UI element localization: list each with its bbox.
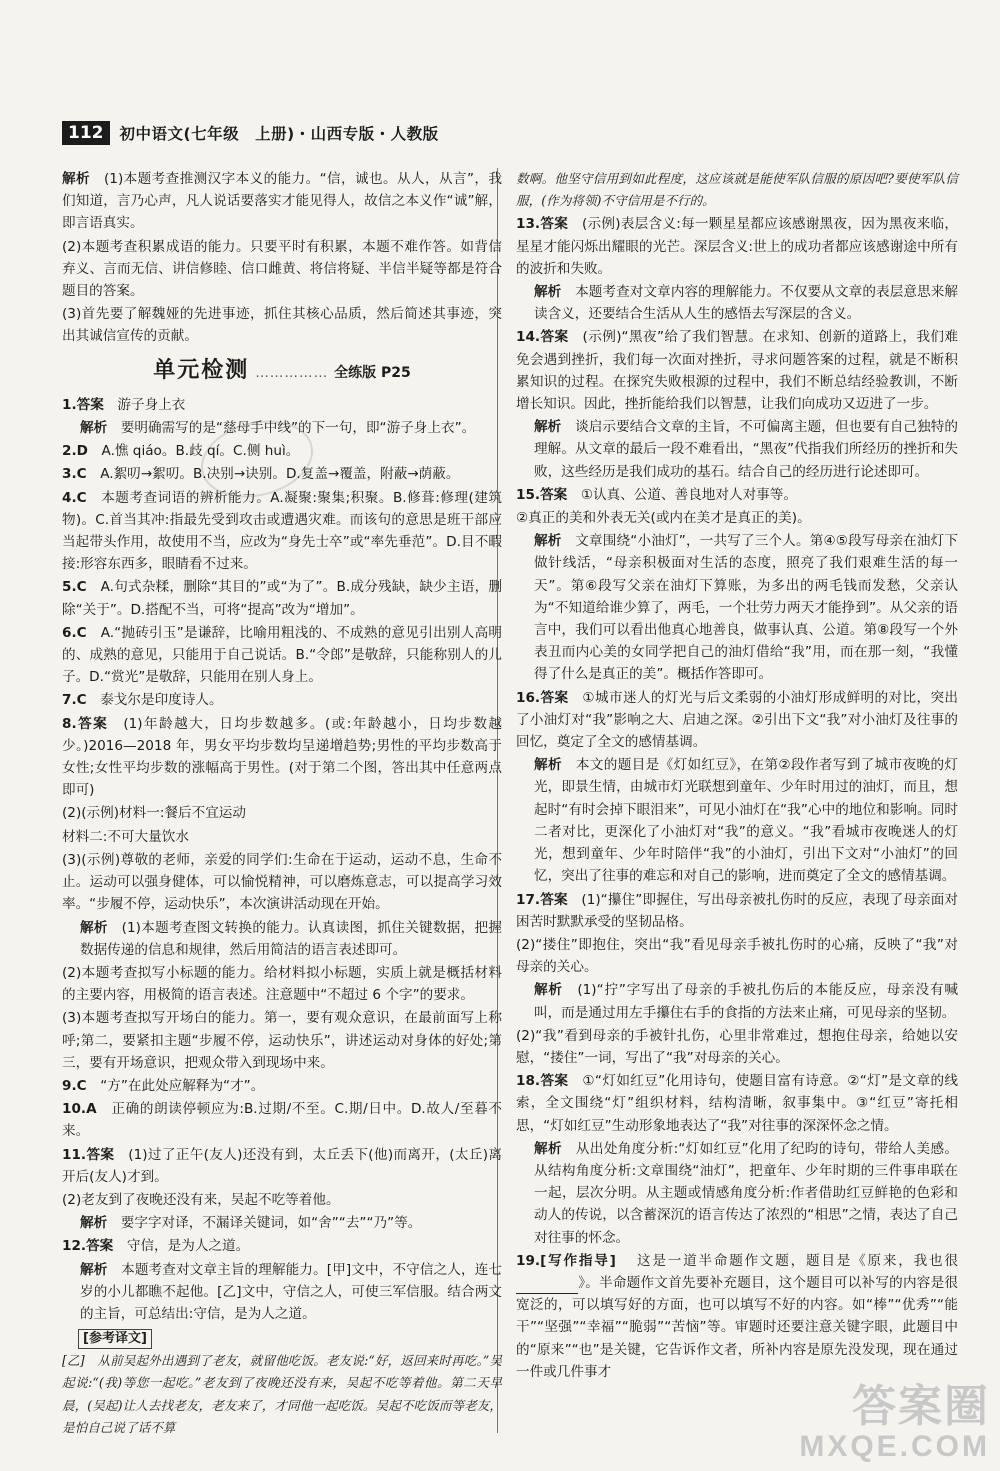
q16-answer: 16.答案 ①城市迷人的灯光与后文柔弱的小油灯形成鲜明的对比，突出了小油灯对“我”影响之大、启迪之深。②引出下文“我”对小油灯及往事的回忆，奠定了全文的感情基调。 — [516, 689, 959, 751]
q10: 10.A 正确的朗读停顿应为:B.过期/不至。C.期/日中。D.故人/至暮不来。 — [62, 1101, 503, 1140]
q8-analysis-2: (2)本题考查拟写小标题的能力。给材料拟小标题，实质上就是概括材料的主要内容，用极简的语言表述。注意题中“不超过 6 个字”的要求。 — [62, 964, 502, 1004]
q5: 5.C A.句式杂糅，删除“其目的”或“为了”。B.成分残缺，缺少主语，删除“关于”。D.搭配不当，可将“提高”改为“增加”。 — [62, 579, 502, 618]
q13-analysis: 解析 本题考查对文章内容的理解能力。不仅要从文章的表层意思来解读含义，还要结合生活从人生的感悟去写深层的含义。 — [534, 284, 959, 323]
q8-answer: 8.答案 (1)年龄越大，日均步数越多。(或:年龄越小，日均步数越少。)2016—2018 年，男女平均步数均呈递增趋势;男性的平均步数高于女性;女性平均步数的涨幅高于男性。(对于第二个图，答出其中任意两点即可) — [62, 715, 503, 799]
q3: 3.C A.絮叨→絮叨。B.决别→诀别。D.复盖→覆盖，附蔽→荫蔽。 — [62, 466, 460, 483]
reference-translation: [乙] 从前吴起外出遇到了老友，就留他吃饭。老友说:“好，返回来时再吃。”吴起说:“(我)等您一起吃。”老友到了夜晚还没有来，吴起不吃等着他。第二天早晨，(吴起)让人去找老友，老友来了，才同他一起吃饭。吴起不吃饭而等老友，是怕自己说了话不算 — [62, 1353, 502, 1435]
q16-analysis: 解析 本文的题目是《灯如红豆》，在第②段作者写到了城市夜晚的灯光，即景生情，由城市灯光联想到童年、少年时用过的油灯，而且，想起时“有时会掉下眼泪来”，可见小油灯在“我”心中的地位和影响。同时二者对比，更深化了小油灯对“我”的意义。“我”看城市夜晚迷人的灯光，想到童年、少年时陪伴“我”的小油灯，引出下文对“小油灯”的回忆，突出了往事的难忘和对自己的影响，进而奠定了全文的感情基调。 — [534, 757, 959, 885]
q15-answer-2: ②真正的美和外表无关(或内在美才是真正的美)。 — [516, 510, 811, 527]
q8-analysis-1: 解析 (1)本题考查图文转换的能力。认真读图，抓住关键数据，把握数据传递的信息和规律，然后用简洁的语言表述即可。 — [80, 919, 502, 958]
section-title: 单元检测 — [153, 357, 250, 383]
q12-answer: 12.答案 守信，是为人之道。 — [62, 1238, 250, 1255]
q19-writing-guide: 19.[写作指导] 这是一道半命题作文题，题目是《原来，我也很》。半命题作文首先要补充题目，这个题目可以补写的内容是很宽泛的，可以填写好的方面，也可以填写不好的内容。如“棒”“优秀”“能干”“坚强”“幸福”“脆弱”“苦恼”等。审题时还要注意关键字眼，此题目中的“原来”“也”是关键，它告诉作文者，所补内容是原先没发现，现在通过一件或几件事才 — [516, 1252, 958, 1380]
translation-continued: 数啊。他坚守信用到如此程度，这应该就是能使军队信服的原因吧?要使军队信服，(作为将领)不守信用是不行的。 — [516, 171, 958, 209]
right-column — [516, 168, 958, 1384]
q17-analysis-2: (2)“我”看到母亲的手被针扎伤，心里非常难过，想抱住母亲，给她以安慰，“搂住”一词，写出了“我”对母亲的关心。 — [516, 1027, 958, 1066]
q8-answer-3: (3)(示例)尊敬的老师，亲爱的同学们:生命在于运动，运动不息，生命不止。运动可以强身健体，可以愉悦精神，可以磨炼意志，可以提高学习效率。“步履不停，运动快乐”，本次演讲活动现在开始。 — [62, 851, 502, 913]
q17-analysis: 解析 (1)“拧”字写出了母亲的手被扎伤后的本能反应，母亲没有喊叫，而是通过用左手攥住右手的食指的方法来止痛，可见母亲的坚韧。 — [534, 982, 958, 1021]
q17-answer-2: (2)“搂住”即抱住，突出“我”看见母亲手被扎伤时的心痛，反映了“我”对母亲的关心。 — [516, 936, 958, 976]
q7: 7.C 泰戈尔是印度诗人。 — [62, 692, 223, 709]
q15-analysis: 解析 文章围绕“小油灯”，一共写了三个人。第④⑤段写母亲在油灯下做针线活，“母亲积极面对生活的态度，照亮了我们艰难生活的每一天”。第⑥段写父亲在油灯下算账，为多出的两毛钱而发愁，父亲认为“不知道给谁少算了，两毛，一个壮劳力两天才能挣到”。从父亲的语言中，我们可以看出他真心地善良，做事认真、公道。第⑧段写一个外表丑而内心美的女同学把自己的油灯借给“我”用，而在那一刻，“我懂得了什么是真正的美”。概括作答即可。 — [534, 533, 959, 683]
q14-answer: 14.答案 (示例)“黑夜”给了我们智慧。在求知、创新的道路上，我们难免会遇到挫折，我们每一次面对挫折，寻求问题答案的过程，就是不断积累知识的过程。在探究失败根源的过程中，我们不断总结经验教训，不断增长知识。因此，挫折能给我们以智慧，让我们向成功又迈进了一步。 — [516, 329, 958, 413]
q1-analysis: 解析 要明确需写的是“慈母手中线”的下一句，即“游子身上衣”。 — [80, 420, 476, 437]
q1-answer: 1.答案 游子身上衣 — [62, 396, 186, 413]
q8-analysis-3: (3)本题考查拟写开场白的能力。第一，要有观众意识，在最前面写上称呼;第二，要紧扣主题“步履不停，运动快乐”，讲述运动对身体的好处;第三，要有开场意识，把观众带入到现场中来。 — [62, 1010, 502, 1071]
q17-answer: 17.答案 (1)“攥住”即握住，写出母亲被扎伤时的反应，表现了母亲面对困苦时默默承受的坚韧品格。 — [516, 891, 959, 930]
q11-analysis: 解析 要字字对译，不漏译关键词，如“舍”“去”“乃”等。 — [80, 1215, 422, 1232]
q12-analysis: 解析 本题考查对文章主旨的理解能力。[甲]文中，不守信之人，连七岁的小儿都瞧不起他。[乙]文中，守信之人，可使三军信服。结合两文的主旨，可总结出:守信，是为人之道。 — [80, 1261, 503, 1322]
q14-analysis: 解析 谈启示要结合文章的主旨，不可偏离主题，但也要有自己独特的理解。从文章的最后一段不难看出，“黑夜”代指我们所经历的挫折和失败，这些经历是我们成功的基石。结合自己的经历进行论述即可。 — [534, 419, 959, 480]
q18-analysis: 解析 从出处角度分析:“灯如红豆”化用了纪昀的诗句，带给人美感。从结构角度分析:文章围绕“油灯”，把童年、少年时期的三件事串联在一起，层次分明。从主题或情感角度分析:作者借助红豆鲜艳的色彩和动人的传说，以含蓄深沉的语言传达了浓烈的“相思”之情，表达了自己对往事的怀念。 — [534, 1140, 959, 1246]
q13-answer: 13.答案 (示例)表层含义:每一颗星星都应该感谢黑夜，因为黑夜来临，星星才能闪烁出耀眼的光芒。深层含义:世上的成功者都应该感谢途中所有的波折和失败。 — [516, 216, 958, 277]
page-header — [62, 118, 439, 148]
q6: 6.C A.“抛砖引玉”是谦辞，比喻用粗浅的、不成熟的意见引出别人高明的、成熟的意见，只能用于自己说话。B.“令郎”是敬辞，只能称别人的儿子。D.“赏光”是敬辞，只能用在别人身上。 — [62, 624, 503, 686]
q4: 4.C 本题考查词语的辨析能力。A.凝聚:聚集;积聚。B.修葺:修理(建筑物)。C.首当其冲:指最先受到攻击或遭遇灾难。而该句的意思是班干部应当起带头作用，故使用不当，应改为“身先士卒”或“率先垂范”。D.目不暇接:形容东西多，眼睛看不过来。 — [62, 489, 502, 573]
analysis-p3: (3)首先要了解魏娅的先进事迹，抓住其核心品质，然后简述其事迹，突出其诚信宣传的贡献。 — [62, 306, 502, 345]
site-watermark: 答案圈 MXQE.COM — [799, 1382, 990, 1463]
q9: 9.C “方”在此处应解释为“才”。 — [62, 1077, 265, 1094]
fill-blank — [516, 1279, 578, 1294]
q8-answer-2: (2)(示例)材料一:餐后不宜运动 — [62, 805, 246, 822]
q15-answer: 15.答案 ①认真、公道、善良地对人对事等。 — [516, 486, 797, 503]
analysis-p2: (2)本题考查积累成语的能力。只要平时有积累，本题不难作答。如背信弃义、言而无信、讲信修睦、信口雌黄、将信将疑、半信半疑等都是符合题目的答案。 — [62, 238, 502, 300]
reference-translation-label: [参考译文] — [78, 1329, 152, 1349]
page-number: 112 — [62, 121, 110, 145]
q11-answer: 11.答案 (1)过了正午(友人)还没有到，太丘丢下(他)而离开，(太丘)离开后(友人)才到。 — [62, 1146, 503, 1185]
book-title: 初中语文(七年级 上册)・山西专版・人教版 — [119, 125, 439, 143]
left-column — [62, 168, 502, 1440]
q11-answer-2: (2)老友到了夜晚还没有来，吴起不吃等着他。 — [62, 1191, 340, 1208]
section-heading: 单元检测 …………… 全练版 P25 — [153, 357, 411, 383]
analysis-p1: 解析 (1)本题考查推测汉字本义的能力。“信，诚也。从人，从言”，我们知道，言乃心声，凡人说话要落实才能见得人，故信之本义作“诚”解，即言语真实。 — [62, 171, 503, 232]
q8-answer-2b: 材料二:不可大量饮水 — [62, 828, 189, 845]
q2: 2.D A.憔 qiáo。B.歧 qí。C.侧 huì。 — [62, 443, 300, 460]
section-ref: 全练版 P25 — [334, 364, 411, 381]
q18-answer: 18.答案 ①“灯如红豆”化用诗句，使题目富有诗意。②“灯”是文章的线索，全文围绕“灯”组织材料，结构清晰，叙事集中。③“红豆”寄托相思，“灯如红豆”生动形象地表达了“我”对往事的深深怀念之情。 — [516, 1073, 959, 1134]
